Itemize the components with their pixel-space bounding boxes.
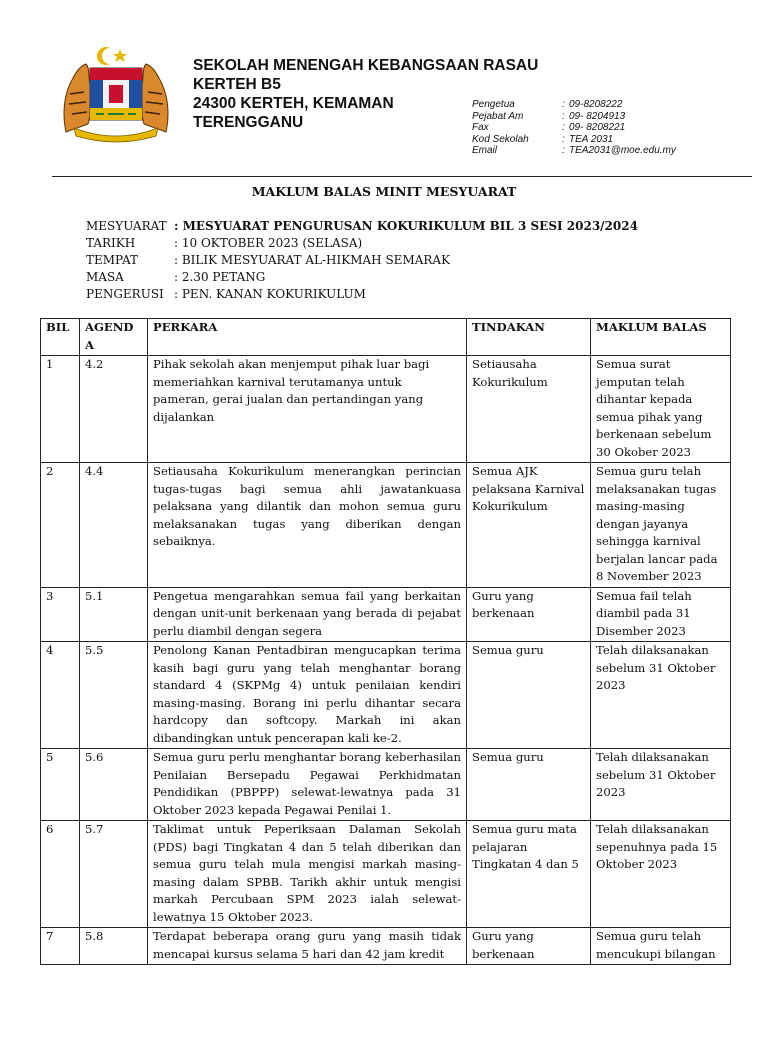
- cell-maklum-balas: Telah dilaksanakan sebelum 31 Oktober 2023: [591, 749, 731, 821]
- contact-value: 09- 8208221: [569, 122, 626, 134]
- cell-perkara: Terdapat beberapa orang guru yang masih tidak mencapai kursus selama 5 hari dan 42 jam kredit: [148, 928, 467, 965]
- cell-perkara: Pengetua mengarahkan semua fail yang berkaitan dengan unit-unit berkenaan yang berada di pejabat perlu diambil dengan segera: [148, 587, 467, 642]
- cell-bil: 5: [41, 749, 80, 821]
- school-name-line: KERTEH B5: [193, 76, 281, 93]
- table-row: [41, 356, 731, 463]
- contact-colon: :: [562, 145, 565, 157]
- cell-maklum-balas: Semua guru telah melaksanakan tugas masing-masing dengan jayanya sehingga karnival berjalan lancar pada 8 November 2023: [591, 463, 731, 588]
- cell-tindakan: Semua guru: [467, 749, 591, 821]
- minutes-table: [40, 318, 731, 965]
- contact-row: [472, 111, 676, 123]
- table-row: [41, 463, 731, 588]
- detail-label: TEMPAT: [86, 253, 139, 267]
- table-header-row: [41, 319, 731, 356]
- cell-perkara: Taklimat untuk Peperiksaan Dalaman Sekolah (PDS) bagi Tingkatan 4 dan 5 telah diberikan dan semua guru telah mula mengisi markah masing-masing dalam SPBB. Tarikh akhir untuk mengisi markah Percubaan SPM 2023 ialah selewat-lewatnya 15 Oktober 2023.: [148, 821, 467, 928]
- detail-label: PENGERUSI: [86, 287, 164, 301]
- contact-label: Email: [472, 145, 498, 157]
- cell-perkara: Semua guru perlu menghantar borang keberhasilan Penilaian Bersepadu Pegawai Perkhidmatan Pendidikan (PBPPP) selewat-lewatnya pada 31 Oktober 2023 kepada Pegawai Penilai 1.: [148, 749, 467, 821]
- header-perkara: PERKARA: [148, 319, 467, 356]
- table-row: [41, 821, 731, 928]
- contact-label: Kod Sekolah: [472, 133, 529, 145]
- cell-tindakan: Guru yang berkenaan: [467, 928, 591, 965]
- cell-tindakan: Setiausaha Kokurikulum: [467, 356, 591, 463]
- cell-bil: 3: [41, 587, 80, 642]
- contact-label: Pengetua: [472, 99, 515, 110]
- detail-value: : BILIK MESYUARAT AL-HIKMAH SEMARAK: [174, 253, 451, 267]
- cell-bil: 1: [41, 356, 80, 463]
- table-row: [41, 928, 731, 965]
- cell-perkara: Pihak sekolah akan menjemput pihak luar bagi memeriahkan karnival terutamanya untuk pameran, gerai jualan dan pertandingan yang dijalankan: [148, 356, 467, 463]
- header-divider: [52, 176, 752, 177]
- school-address-line: 24300 KERTEH, KEMAMAN: [193, 95, 394, 112]
- contact-value: TEA 2031: [569, 133, 614, 145]
- header-bil: BIL: [41, 319, 80, 356]
- meeting-details: [86, 218, 638, 303]
- cell-maklum-balas: Telah dilaksanakan sebelum 31 Oktober 2023: [591, 642, 731, 749]
- cell-agenda: 4.2: [80, 356, 148, 463]
- meeting-detail-row: [86, 235, 638, 252]
- header-maklum-balas: MAKLUM BALAS: [591, 319, 731, 356]
- contact-row: [472, 145, 676, 157]
- contact-email: TEA2031@moe.edu.my: [569, 145, 676, 157]
- cell-agenda: 5.6: [80, 749, 148, 821]
- table-row: [41, 749, 731, 821]
- meeting-detail-row: [86, 269, 638, 286]
- cell-agenda: 5.1: [80, 587, 148, 642]
- contact-colon: :: [562, 110, 565, 122]
- cell-agenda: 4.4: [80, 463, 148, 588]
- cell-agenda: 5.7: [80, 821, 148, 928]
- detail-label: MASA: [86, 270, 124, 284]
- contact-row: [472, 134, 676, 146]
- cell-tindakan: Semua guru: [467, 642, 591, 749]
- contact-colon: :: [562, 133, 565, 145]
- contact-row: [472, 122, 676, 134]
- meeting-detail-row: [86, 252, 638, 269]
- cell-perkara: Setiausaha Kokurikulum menerangkan perincian tugas-tugas bagi semua ahli jawatankuasa pelaksana yang dilantik dan mohon semua guru melaksanakan tugas yang diberikan dengan sebaiknya.: [148, 463, 467, 588]
- detail-value: : 2.30 PETANG: [174, 270, 266, 284]
- table-row: [41, 587, 731, 642]
- cell-perkara: Penolong Kanan Pentadbiran mengucapkan terima kasih bagi guru yang telah menghantar borang standard 4 (SKPMg 4) untuk penilaian kendiri masing-masing. Borang ini perlu dihantar secara hardcopy dan softcopy. Markah ini akan dibandingkan untuk pencerapan kali ke-2.: [148, 642, 467, 749]
- cell-agenda: 5.5: [80, 642, 148, 749]
- detail-value: : 10 OKTOBER 2023 (SELASA): [174, 236, 363, 250]
- detail-value: : MESYUARAT PENGURUSAN KOKURIKULUM BIL 3 SESI 2023/2024: [174, 219, 638, 233]
- cell-tindakan: Semua guru mata pelajaran Tingkatan 4 dan 5: [467, 821, 591, 928]
- cell-maklum-balas: Semua surat jemputan telah dihantar kepada semua pihak yang berkenaan sebelum 30 Okober 2023: [591, 356, 731, 463]
- malaysia-coat-of-arms-icon: [60, 44, 172, 144]
- document-title: MAKLUM BALAS MINIT MESYUARAT: [251, 184, 517, 199]
- cell-bil: 2: [41, 463, 80, 588]
- detail-label: MESYUARAT: [86, 219, 167, 233]
- table-row: [41, 642, 731, 749]
- cell-maklum-balas: Semua guru telah mencukupi bilangan: [591, 928, 731, 965]
- cell-bil: 7: [41, 928, 80, 965]
- header-tindakan: TINDAKAN: [467, 319, 591, 356]
- page-bottom-margin: [0, 977, 768, 1037]
- cell-maklum-balas: Telah dilaksanakan sepenuhnya pada 15 Oktober 2023: [591, 821, 731, 928]
- header-agenda: AGEND A: [80, 319, 148, 356]
- cell-bil: 6: [41, 821, 80, 928]
- cell-agenda: 5.8: [80, 928, 148, 965]
- cell-tindakan: Semua AJK pelaksana Karnival Kokurikulum: [467, 463, 591, 588]
- detail-label: TARIKH: [86, 236, 136, 250]
- contact-value: 09- 8204913: [569, 110, 626, 122]
- cell-bil: 4: [41, 642, 80, 749]
- contact-row: [472, 99, 676, 111]
- contact-colon: :: [562, 122, 565, 134]
- cell-maklum-balas: Semua fail telah diambil pada 31 Disember 2023: [591, 587, 731, 642]
- cell-tindakan: Guru yang berkenaan: [467, 587, 591, 642]
- school-name-line: SEKOLAH MENENGAH KEBANGSAAN RASAU: [193, 57, 539, 74]
- meeting-detail-row: [86, 286, 638, 303]
- contact-label: Fax: [472, 122, 489, 134]
- meeting-detail-row: [86, 218, 638, 235]
- detail-value: : PEN. KANAN KOKURIKULUM: [174, 287, 366, 301]
- contact-label: Pejabat Am: [472, 110, 524, 122]
- contact-details: [472, 99, 676, 157]
- contact-value: 09-8208222: [569, 99, 623, 110]
- contact-colon: :: [562, 99, 565, 110]
- school-address-line: TERENGGANU: [193, 114, 304, 131]
